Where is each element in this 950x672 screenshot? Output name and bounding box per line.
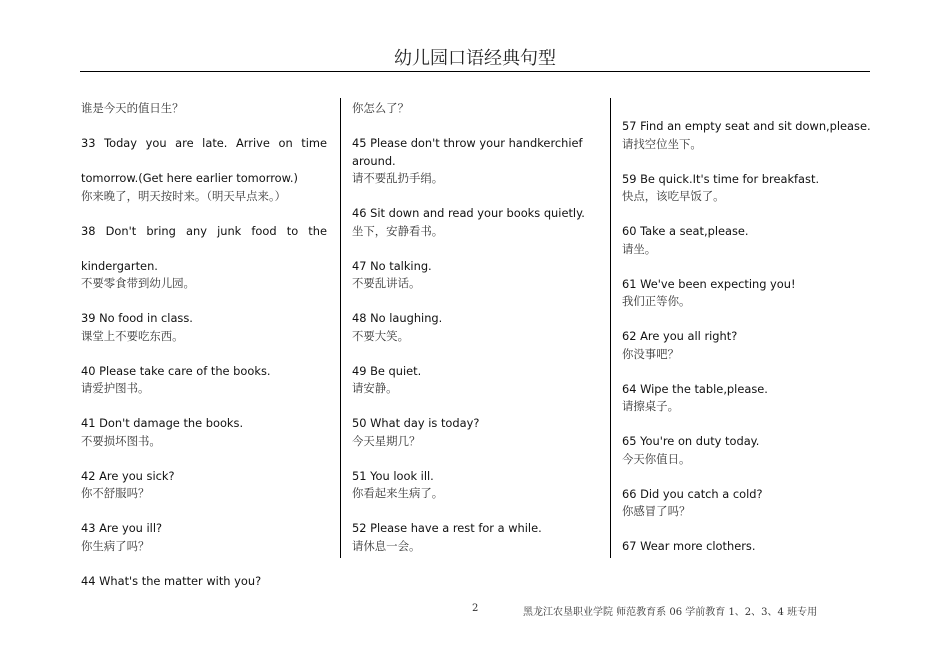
- column-2: [352, 100, 586, 555]
- sentence-38-en-line1: 38 Don't bring any junk food to the: [81, 223, 327, 238]
- sentence-50-en: 50 What day is today?: [352, 416, 480, 430]
- sentence-51-cn: 你看起来生病了。: [352, 486, 444, 500]
- sentence-41-en: 41 Don't damage the books.: [81, 416, 244, 430]
- sentence-39-cn: 课堂上不要吃东西。: [81, 328, 184, 343]
- sentence-45-en-line1: 45 Please don't throw your handkerchief: [352, 136, 583, 150]
- sentence-67-en: 67 Wear more clothers.: [622, 539, 756, 553]
- sentence-52-cn: 请休息一会。: [352, 538, 421, 553]
- sentence-33-en-line1: 33 Today you are late. Arrive on time: [81, 136, 327, 150]
- sentence-48-cn: 不要大笑。: [352, 328, 409, 343]
- sentence-64-cn: 请擦桌子。: [622, 399, 679, 413]
- sentence-44-en: 44 What's the matter with you?: [81, 573, 262, 588]
- sentence-52-en: 52 Please have a rest for a while.: [352, 521, 542, 535]
- sentence-66-cn: 你感冒了吗？: [622, 504, 691, 518]
- footer-org: 黑龙江农垦职业学院 师范教育系 06 学前教育 1、2、3、4 班专用: [523, 607, 818, 618]
- sentence-48-en: 48 No laughing.: [352, 311, 443, 325]
- sentence-57-cn: 请找空位坐下。: [622, 136, 702, 151]
- sentence-38-cn: 不要零食带到幼儿园。: [81, 276, 195, 290]
- sentence-62-en: 62 Are you all right?: [622, 329, 738, 343]
- sentence-66-en: 66 Did you catch a cold?: [622, 486, 763, 501]
- column-1: [81, 100, 327, 590]
- sentence-60-en: 60 Take a seat,please.: [622, 224, 749, 238]
- sentence-40-cn: 请爱护图书。: [81, 381, 150, 395]
- sentence-44-cn: 你怎么了？: [352, 101, 409, 115]
- sentence-50-cn: 今天星期几？: [352, 433, 421, 448]
- page-number: 2: [472, 603, 479, 614]
- sentence-49-cn: 请安静。: [352, 381, 398, 395]
- sentence-43-cn: 你生病了吗？: [81, 538, 150, 553]
- sentence-45-en-line2: around.: [352, 153, 396, 168]
- sentence-33-en-line2: tomorrow.(Get here earlier tomorrow.): [81, 171, 298, 185]
- sentence-40-en: 40 Please take care of the books.: [81, 363, 271, 378]
- sentence-47-en: 47 No talking.: [352, 258, 432, 273]
- sentence-61-cn: 我们正等你。: [622, 294, 691, 308]
- sentence-46-cn: 坐下，安静看书。: [352, 223, 444, 238]
- sentence-59-cn: 快点，该吃早饭了。: [622, 189, 725, 203]
- sentence-61-en: 61 We've been expecting you!: [622, 276, 796, 291]
- column-divider-1: [340, 98, 341, 558]
- page-title: 幼儿园口语经典句型: [394, 48, 556, 69]
- sentence-59-en: 59 Be quick.It's time for breakfast.: [622, 171, 820, 186]
- title-rule: [80, 71, 870, 72]
- sentence-51-en: 51 You look ill.: [352, 468, 434, 483]
- sentence-33-cn: 你来晚了，明天按时来。（明天早点来。）: [81, 188, 287, 203]
- sentence-47-cn: 不要乱讲话。: [352, 276, 421, 290]
- sentence-42-cn: 你不舒服吗？: [81, 486, 150, 500]
- column-divider-2: [610, 98, 611, 558]
- sentence-65-cn: 今天你值日。: [622, 451, 691, 466]
- sentence-62-cn: 你没事吧？: [622, 346, 679, 361]
- sentence-46-en: 46 Sit down and read your books quietly.: [352, 206, 585, 220]
- column-3: [622, 118, 871, 556]
- sentence-45-cn: 请不要乱扔手绢。: [352, 171, 444, 185]
- sentence-41-cn: 不要损坏图书。: [81, 433, 161, 448]
- sentence-39-en: 39 No food in class.: [81, 311, 193, 325]
- sentence-60-cn: 请坐。: [622, 241, 657, 256]
- intro-line: 谁是今天的值日生？: [81, 101, 184, 115]
- sentence-43-en: 43 Are you ill?: [81, 521, 163, 535]
- sentence-42-en: 42 Are you sick?: [81, 468, 175, 483]
- sentence-38-en-line2: kindergarten.: [81, 258, 158, 273]
- sentence-49-en: 49 Be quiet.: [352, 363, 422, 378]
- sentence-64-en: 64 Wipe the table,please.: [622, 381, 768, 396]
- sentence-65-en: 65 You're on duty today.: [622, 434, 760, 448]
- sentence-57-en: 57 Find an empty seat and sit down,please.: [622, 119, 871, 133]
